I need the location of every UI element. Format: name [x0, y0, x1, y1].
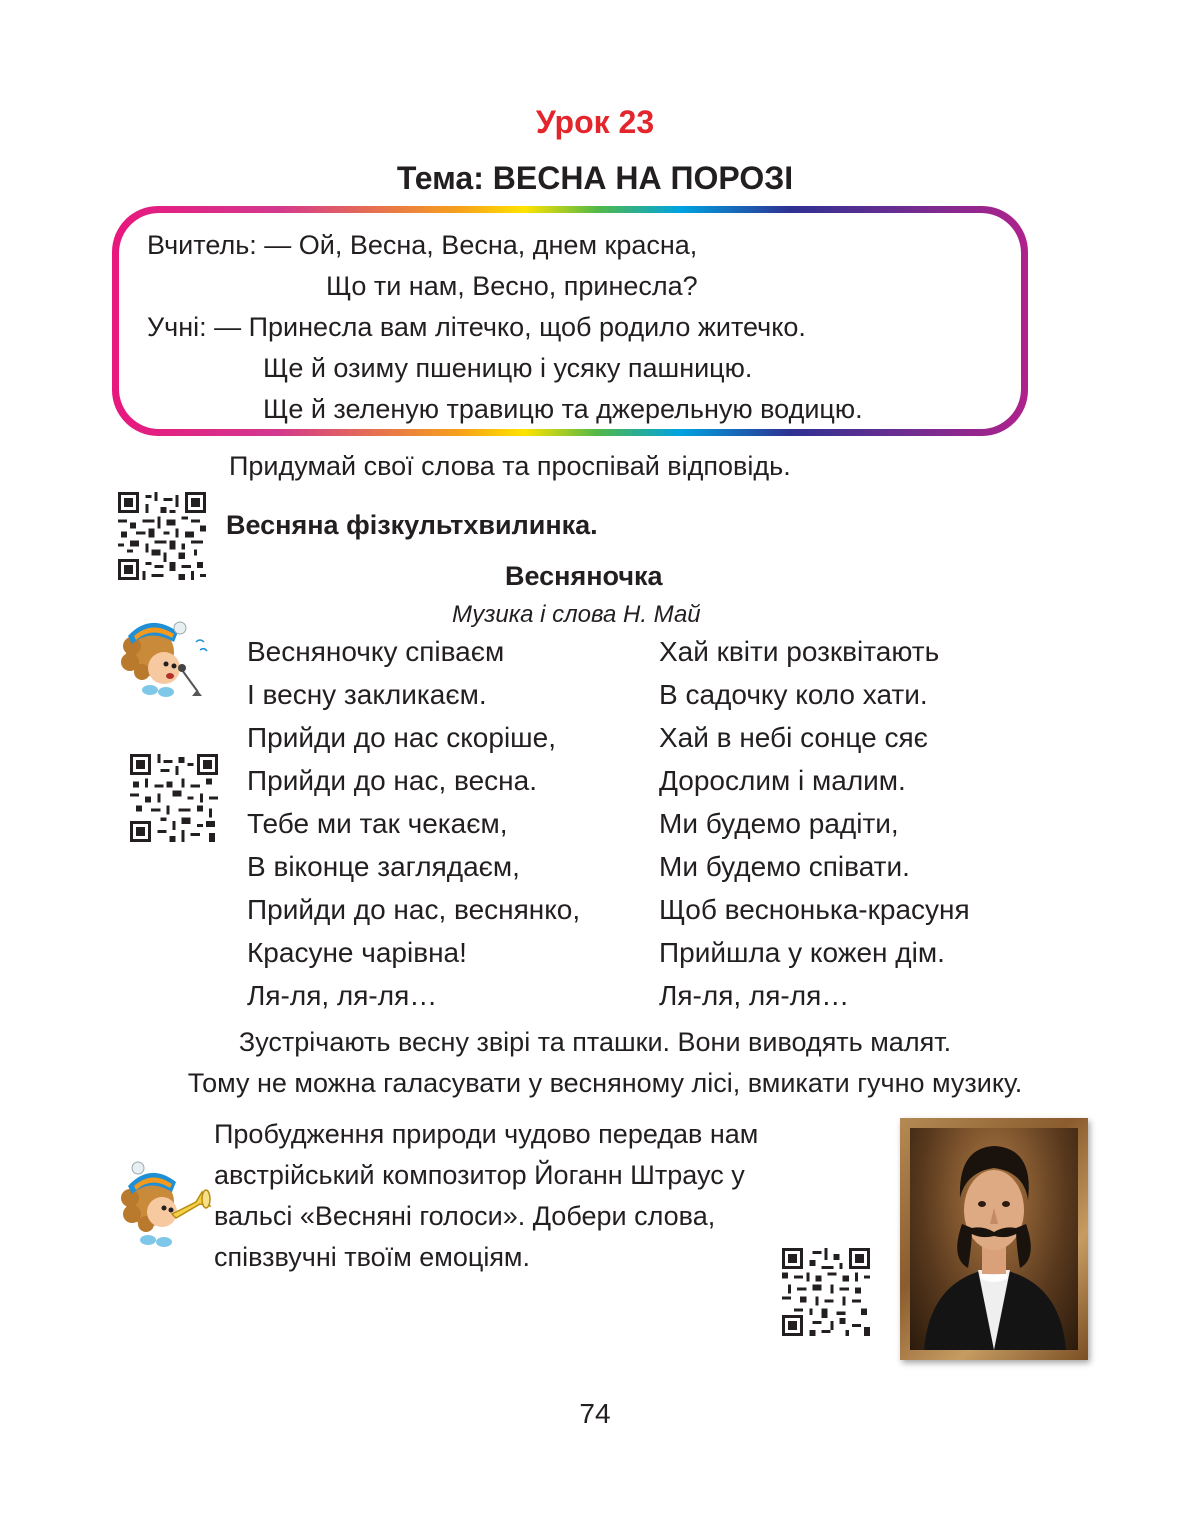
song-line: Прийди до нас скоріше, — [247, 722, 556, 753]
lesson-topic: Тема: ВЕСНА НА ПОРОЗІ — [396, 160, 794, 196]
qr-code-icon[interactable] — [118, 492, 206, 580]
song-line: Дорослим і малим. — [659, 765, 906, 796]
song-line: Ми будемо співати. — [659, 851, 910, 882]
song-verse-left — [247, 630, 580, 1017]
song-line: В садочку коло хати. — [659, 679, 928, 710]
dialogue-line-2: Що ти нам, Весно, принесла? — [326, 271, 698, 301]
song-line: Прийди до нас, веснянко, — [247, 894, 581, 925]
song-line: Прийшла у кожен дім. — [659, 937, 945, 968]
strauss-line-4: співзвучні твоїм емоціям. — [214, 1242, 530, 1272]
exercise-heading: Весняна фізкультхвилинка. — [226, 510, 598, 540]
song-line: Щоб веснонька-красуня — [659, 894, 970, 925]
composer-figure — [910, 1128, 1078, 1350]
song-line: Хай квіти розквітають — [659, 636, 940, 667]
composer-portrait — [900, 1118, 1088, 1360]
dialogue-line-4: Ще й озиму пшеницю і усяку пашницю. — [263, 353, 753, 383]
song-line: Красуне чарівна! — [247, 937, 467, 968]
portrait-painting — [910, 1128, 1078, 1350]
strauss-line-3: вальсі «Весняні голоси». Добери слова, — [214, 1201, 716, 1231]
singing-child-icon — [110, 606, 216, 702]
song-title: Весняночка — [505, 561, 663, 591]
song-line: Весняночку співаєм — [247, 636, 505, 667]
qr-code-icon[interactable] — [782, 1248, 870, 1336]
dialogue-line-3: Учні: — Принесла вам літечко, щоб родило житечко. — [147, 312, 806, 342]
trumpet-child-icon — [110, 1152, 214, 1250]
task-instruction: Придумай свої слова та проспівай відповідь. — [229, 451, 791, 481]
song-line: Прийди до нас, весна. — [247, 765, 537, 796]
strauss-line-1: Пробудження природи чудово передав нам — [214, 1119, 759, 1149]
song-line: В віконце заглядаєм, — [247, 851, 520, 882]
song-line: Ля-ля, ля-ля… — [247, 980, 438, 1011]
song-credits: Музика і слова Н. Май — [452, 601, 701, 628]
song-line: Ля-ля, ля-ля… — [659, 980, 850, 1011]
qr-code-icon[interactable] — [130, 754, 218, 842]
paragraph-line-1: Зустрічають весну звірі та пташки. Вони виводять малят. — [238, 1027, 952, 1057]
strauss-line-2: австрійський композитор Йоганн Штраус у — [214, 1160, 745, 1190]
song-line: Тебе ми так чекаєм, — [247, 808, 508, 839]
song-line: Хай в небі сонце сяє — [659, 722, 928, 753]
dialogue-frame — [112, 206, 1028, 436]
song-line: І весну закликаєм. — [247, 679, 487, 710]
song-line: Ми будемо радіти, — [659, 808, 899, 839]
song-verse-right — [659, 630, 970, 1017]
paragraph-line-2: Тому не можна галасувати у весняному лісі, вмикати гучно музику. — [187, 1068, 1023, 1098]
page-number: 74 — [579, 1398, 611, 1429]
dialogue-line-1: Вчитель: — Ой, Весна, Весна, днем красна, — [147, 230, 698, 260]
dialogue-line-5: Ще й зеленую травицю та джерельную водицю. — [263, 394, 863, 424]
lesson-number: Урок 23 — [535, 104, 655, 140]
